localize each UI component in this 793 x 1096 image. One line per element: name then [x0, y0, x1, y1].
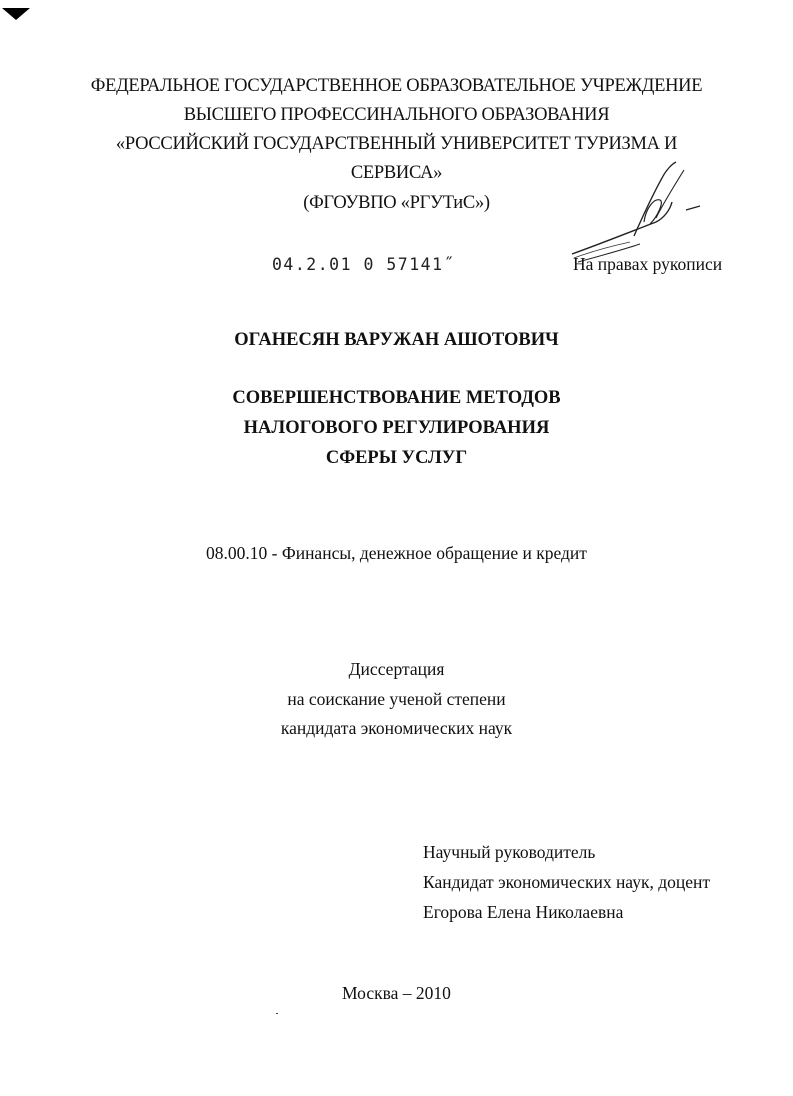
advisor-label: Научный руководитель	[423, 842, 596, 862]
author-name: ОГАНЕСЯН ВАРУЖАН АШОТОВИЧ	[234, 330, 559, 350]
advisor-name: Егорова Елена Николаевна	[423, 902, 624, 922]
advisor-position: Кандидат экономических наук, доцент	[423, 872, 710, 892]
institution-line-4: СЕРВИСА»	[350, 163, 443, 183]
institution-abbreviation: (ФГОУВПО «РГУТиС»)	[303, 193, 490, 213]
title-line-2: НАЛОГОВОГО РЕГУЛИРОВАНИЯ	[243, 418, 550, 438]
scientific-advisor-block	[423, 837, 710, 927]
title-line-3: СФЕРЫ УСЛУГ	[325, 448, 468, 468]
title-line-1: СОВЕРШЕНСТВОВАНИЕ МЕТОДОВ	[232, 388, 561, 408]
degree-line-3: кандидата экономических наук	[280, 718, 513, 738]
corner-triangle-mark	[2, 8, 30, 20]
institution-line-3: «РОССИЙСКИЙ ГОСУДАРСТВЕННЫЙ УНИВЕРСИТЕТ ТУРИЗМА И	[115, 134, 678, 154]
institution-line-2: ВЫСШЕГО ПРОФЕССИНАЛЬНОГО ОБРАЗОВАНИЯ	[183, 105, 610, 125]
registration-code-stamp: 04.2.01 0 57141˝	[272, 255, 455, 274]
degree-line-2: на соискание ученой степени	[287, 689, 506, 709]
institution-line-1: ФЕДЕРАЛЬНОЕ ГОСУДАРСТВЕННОЕ ОБРАЗОВАТЕЛЬНОЕ УЧРЕЖДЕНИЕ	[90, 76, 703, 96]
manuscript-rights-note: На правах рукописи	[573, 254, 723, 274]
city-year: Москва – 2010	[342, 983, 451, 1003]
degree-line-1: Диссертация	[348, 659, 445, 679]
scan-speck	[276, 1013, 278, 1014]
specialty-code: 08.00.10 - Финансы, денежное обращение и кредит	[206, 543, 587, 563]
